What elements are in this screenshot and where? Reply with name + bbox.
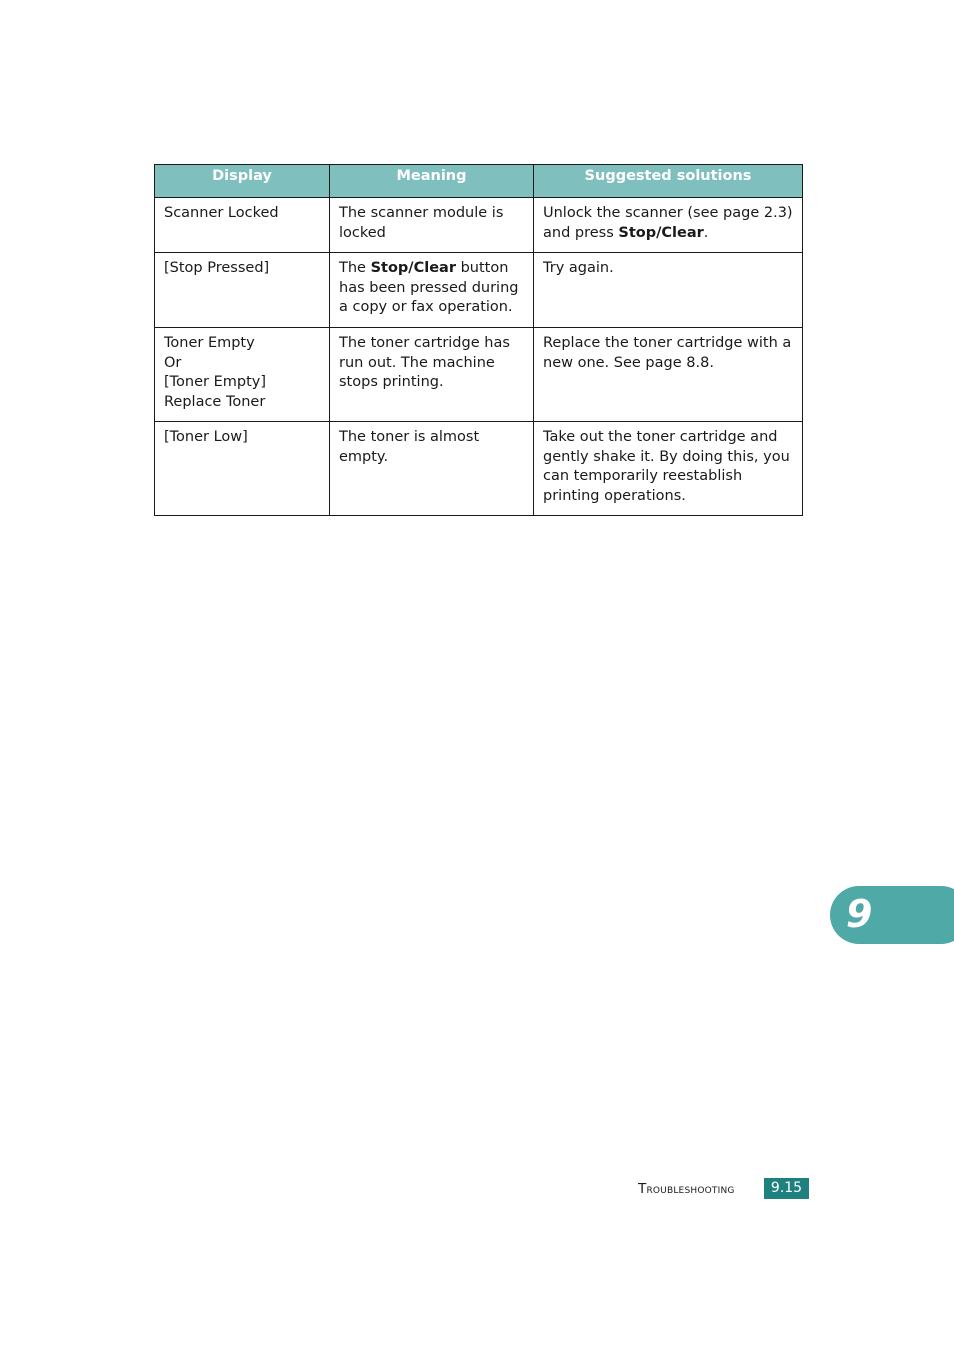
display-line: [Toner Low] (164, 429, 248, 445)
meaning-cell: The toner cartridge has run out. The machine stops printing. (330, 328, 534, 422)
stop-clear-key-label: Stop/Clear (370, 260, 456, 276)
footer-section-title: Troubleshooting (638, 1181, 735, 1197)
solution-cell: Try again. (534, 253, 803, 328)
display-line: Toner Empty (164, 335, 255, 351)
display-line: [Stop Pressed] (164, 260, 270, 276)
display-cell (155, 328, 330, 422)
display-line: Replace Toner (164, 393, 266, 410)
solution-cell: Take out the toner cartridge and gently shake it. By doing this, you can temporarily reestablish printing operations. (534, 422, 803, 516)
meaning-cell: The scanner module is locked (330, 198, 534, 253)
table-row (155, 253, 803, 328)
header-suggested-solutions: Suggested solutions (534, 165, 803, 198)
display-cell (155, 198, 330, 253)
table-row (155, 422, 803, 516)
meaning-text-end: button has been pressed during a copy or fax operation. (339, 260, 519, 315)
display-line: Or (164, 354, 182, 371)
footer-page-number: 9.15 (764, 1178, 809, 1199)
display-cell (155, 253, 330, 328)
meaning-text: The (339, 260, 371, 276)
chapter-number: 9 (846, 892, 873, 936)
stop-clear-key-label: Stop/Clear (618, 224, 704, 241)
meaning-cell: The toner is almost empty. (330, 422, 534, 516)
solution-text-end: . (703, 224, 709, 241)
display-cell (155, 422, 330, 516)
header-meaning: Meaning (330, 165, 534, 198)
header-display: Display (155, 165, 330, 198)
display-line: [Toner Empty] (164, 374, 267, 390)
solution-text: Unlock the scanner (see page 2.3) and press (543, 205, 793, 241)
solution-cell: Replace the toner cartridge with a new one. See page 8.8. (534, 328, 803, 422)
table-header-row (155, 165, 803, 198)
table-row (155, 198, 803, 253)
solution-cell (534, 198, 803, 253)
display-line: Scanner Locked (164, 205, 279, 221)
troubleshooting-table (154, 164, 803, 516)
table-row (155, 328, 803, 422)
meaning-cell (330, 253, 534, 328)
